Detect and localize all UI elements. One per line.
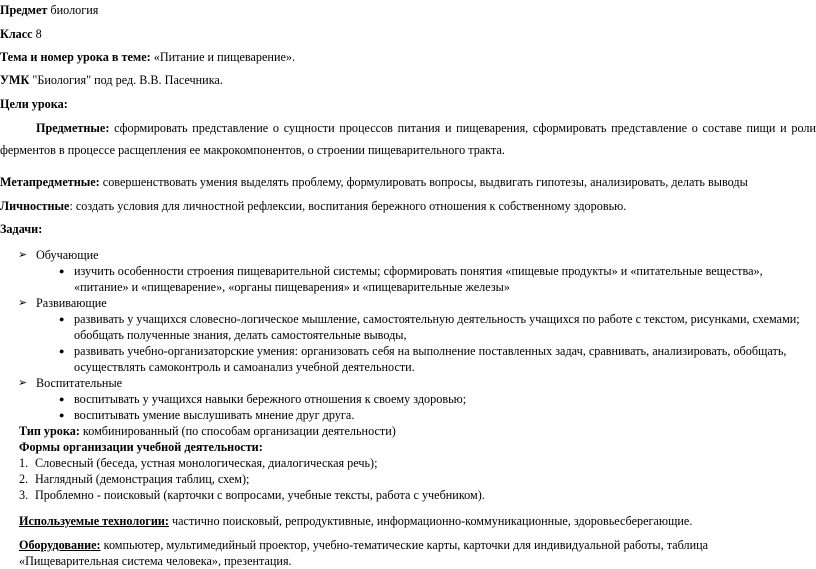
equipment-line: Оборудование: компьютер, мультимедийный проектор, учебно-тематические карты, карточки для индивидуальной работы, таблица <box>19 538 709 552</box>
bullet-dot-icon: ● <box>59 266 65 276</box>
bullet-dot-icon: ● <box>59 394 65 404</box>
forms-heading: Формы организации учебной деятельности: <box>19 440 263 454</box>
task-item-line: развивать у учащихся словесно-логическое мышление, самостоятельную деятельность учащихся по работе с текстом, рисунками, схемами; <box>74 312 800 326</box>
form-item: 1. Словесный (беседа, устная монологическая, диалогическая речь); <box>19 456 378 470</box>
task-group-title: Развивающие <box>36 296 107 310</box>
topic-line: Тема и номер урока в теме: «Питание и пищеварение». <box>0 50 296 64</box>
arrow-bullet-icon: ➢ <box>18 297 28 309</box>
lesson-type: Тип урока: комбинированный (по способам организации деятельности) <box>19 424 396 438</box>
task-item-line: обобщать полученные знания, делать самостоятельные выводы, <box>74 328 407 342</box>
form-item: 3. Проблемно - поисковый (карточки с вопросами, учебные тексты, работа с учебником). <box>19 488 485 502</box>
arrow-bullet-icon: ➢ <box>18 377 28 389</box>
bullet-dot-icon: ● <box>59 410 65 420</box>
class-line: Класс 8 <box>0 27 42 41</box>
equipment-line-continued: «Пищеварительная система человека», презентация. <box>19 554 292 568</box>
technologies-line: Используемые технологии: частично поисковый, репродуктивные, информационно-коммуникационные, здоровьесберегающие. <box>19 514 693 528</box>
subject-line: Предмет биология <box>0 3 99 17</box>
meta-goals: Метапредметные: совершенствовать умения выделять проблему, формулировать вопросы, выдвигать гипотезы, анализировать, делать выводы <box>0 175 748 189</box>
subject-goals: Предметные: сформировать представление о сущности процессов питания и пищеварения, сформировать представление о составе пищи и роли <box>36 121 816 135</box>
arrow-bullet-icon: ➢ <box>18 249 28 261</box>
task-group-title: Воспитательные <box>36 376 123 390</box>
umk-line: УМК "Биология" под ред. В.В. Пасечника. <box>0 73 223 87</box>
task-item-line: воспитывать умение выслушивать мнение друг друга. <box>74 408 355 422</box>
task-group-title: Обучающие <box>36 248 99 262</box>
task-item-line: изучить особенности строения пищеварительной системы; сформировать понятия «пищевые продукты» и «питательные вещества», <box>74 264 763 278</box>
personal-goals: Личностные: создать условия для личностной рефлексии, воспитания бережного отношения к собственному здоровью. <box>0 199 627 213</box>
form-item: 2. Наглядный (демонстрация таблиц, схем); <box>19 472 250 486</box>
subject-goals-continued: ферментов в процессе расщепления ее макрокомпонентов, о строении пищеварительного тракта. <box>0 143 505 157</box>
bullet-dot-icon: ● <box>59 346 65 356</box>
bullet-dot-icon: ● <box>59 314 65 324</box>
tasks-heading: Задачи: <box>0 222 43 236</box>
goals-heading: Цели урока: <box>0 97 68 111</box>
task-item-line: «питание» и «пищеварение», «органы пищеварения» и «пищеварительные железы» <box>74 280 510 294</box>
task-item-line: развивать учебно-организаторские умения: организовать себя на выполнение поставленных задач, сравнивать, анализировать, обобщать, <box>74 344 787 358</box>
task-item-line: осуществлять самоконтроль и самоанализ учебной деятельности. <box>74 360 415 374</box>
task-item-line: воспитывать у учащихся навыки бережного отношения к своему здоровью; <box>74 392 467 406</box>
